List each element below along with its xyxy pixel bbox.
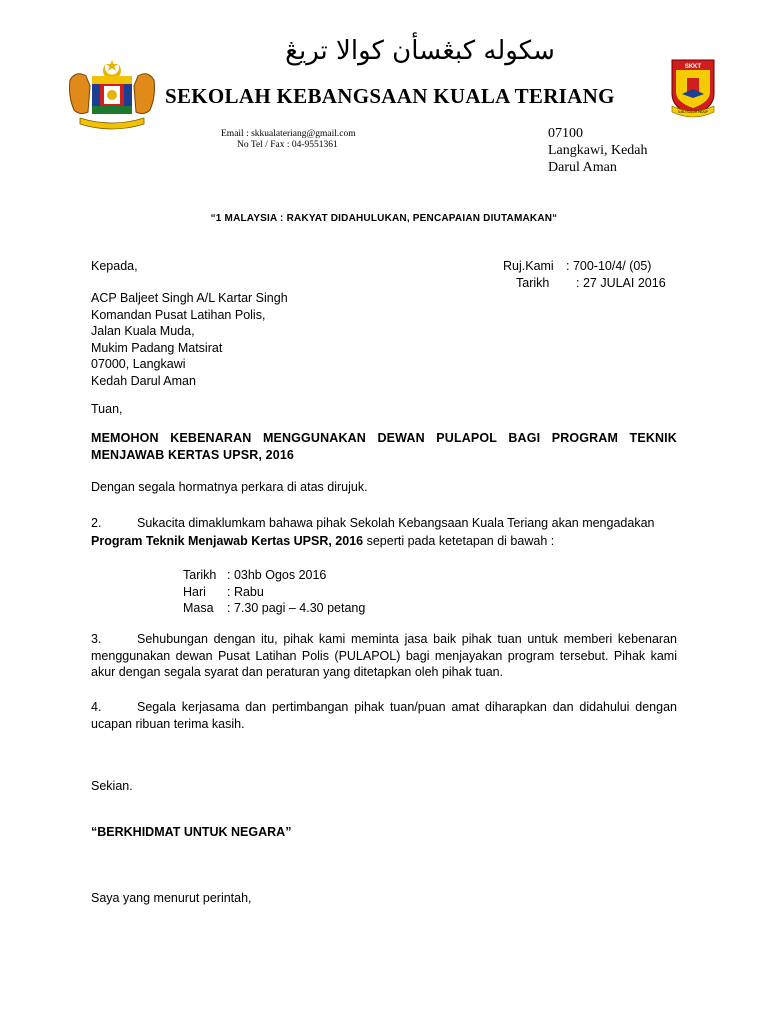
schedule-row [183, 567, 365, 584]
address-postcode: 07100 [548, 126, 583, 141]
slogan: “BERKHIDMAT UNTUK NEGARA” [91, 825, 292, 839]
paragraph-2 [91, 515, 677, 549]
badge-ribbon-text: ILMU SULUH HIDUP [677, 110, 709, 114]
tarikh-value: : 27 JULAI 2016 [576, 275, 666, 290]
salutation: Tuan, [91, 402, 123, 416]
recipient-line: Komandan Pusat Latihan Polis, [91, 307, 266, 322]
national-motto: “1 MALAYSIA : RAKYAT DIDAHULUKAN, PENCAPAIAN DIUTAMAKAN“ [210, 213, 558, 224]
schedule-label: Tarikh [183, 568, 217, 582]
school-address [548, 125, 648, 176]
para2-rest: seperti pada ketetapan di bawah : [363, 533, 555, 548]
school-name: SEKOLAH KEBANGSAAN KUALA TERIANG [165, 84, 615, 108]
kepada-label: Kepada, [91, 259, 138, 273]
reference-block [503, 258, 666, 291]
schedule-value: : 7.30 pagi – 4.30 petang [227, 601, 366, 615]
para2-program-name: Program Teknik Menjawab Kertas UPSR, 2016 [91, 533, 364, 548]
recipient-line: Jalan Kuala Muda, [91, 324, 195, 338]
letter-subject: MEMOHON KEBENARAN MENGGUNAKAN DEWAN PULAPOL BAGI PROGRAM TEKNIK MENJAWAB KERTAS UPSR, 2016 [91, 431, 677, 462]
schedule-table [183, 567, 365, 617]
tarikh-label: Tarikh [516, 275, 550, 290]
schedule-row [183, 600, 365, 617]
schedule-row [183, 584, 365, 601]
ruj-label: Ruj.Kami [503, 259, 554, 273]
schedule-label: Masa [183, 601, 214, 615]
paragraph-3 [91, 631, 677, 681]
para4-number: 4. [91, 700, 102, 714]
badge-text: SKKT [684, 64, 702, 70]
schedule-value: : Rabu [227, 584, 264, 599]
recipient-line: Mukim Padang Matsirat [91, 340, 223, 355]
school-badge-logo [668, 58, 718, 120]
contact-email: Email : skkualateriang@gmail.com [221, 129, 356, 139]
paragraph-4 [91, 699, 677, 732]
recipient-line: 07000, Langkawi [91, 357, 186, 371]
recipient-address [91, 290, 288, 389]
schedule-value: : 03hb Ogos 2016 [227, 568, 327, 582]
para2-number: 2. [91, 516, 102, 530]
address-line-1: Langkawi, Kedah [548, 143, 648, 158]
para3-number: 3. [91, 632, 102, 646]
para4-text: Segala kerjasama dan pertimbangan pihak tuan/puan amat diharapkan dan didahului dengan ucapan ribuan terima kasih. [91, 700, 677, 731]
coat-of-arms-logo [66, 58, 158, 130]
jawi-school-title: سكوله كبڠسأن كوالا تريڠ [285, 36, 555, 66]
recipient-line: ACP Baljeet Singh A/L Kartar Singh [91, 291, 288, 305]
schedule-label: Hari [183, 584, 206, 599]
signoff: Saya yang menurut perintah, [91, 891, 252, 905]
intro-paragraph: Dengan segala hormatnya perkara di atas dirujuk. [91, 480, 368, 494]
recipient-line: Kedah Darul Aman [91, 373, 196, 388]
ruj-value: : 700-10/4/ (05) [566, 259, 652, 273]
para3-text: Sehubungan dengan itu, pihak kami meminta jasa baik pihak tuan untuk memberi kebenaran menggunakan dewan Pusat Latihan Polis (PULAPOL) bagi menjayakan program tersebut. Pihak kami akur dengan segala syarat dan peraturan yang ditetapkan oleh pihak tuan. [91, 632, 677, 679]
contact-tel-fax: No Tel / Fax : 04-9551361 [237, 140, 338, 150]
address-line-2: Darul Aman [548, 160, 617, 175]
closing-sekian: Sekian. [91, 779, 133, 793]
para2-line1: Sukacita dimaklumkam bahawa pihak Sekolah Kebangsaan Kuala Teriang akan mengadakan [137, 516, 655, 530]
